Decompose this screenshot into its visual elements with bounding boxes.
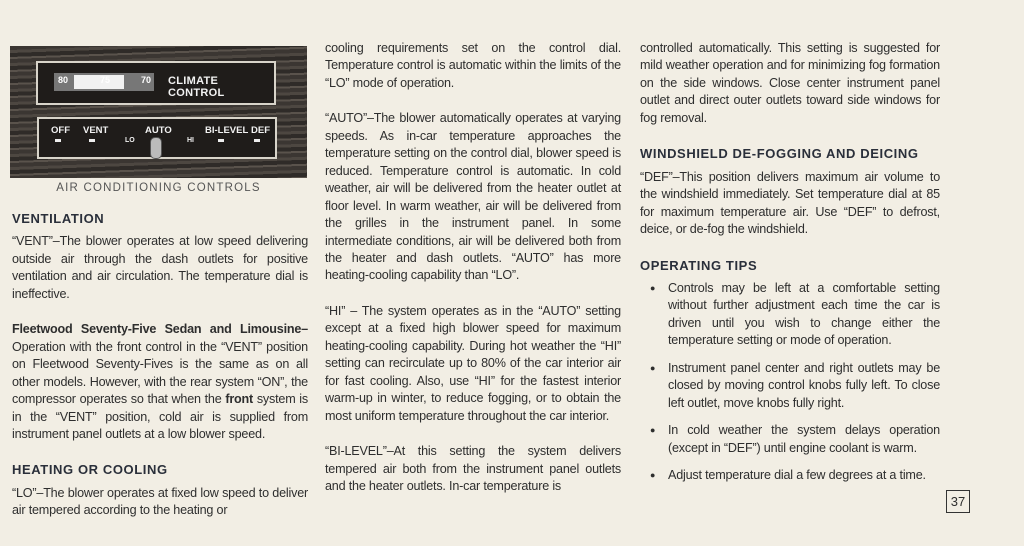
dial-value: 70: [141, 75, 152, 85]
mode-knob: [150, 137, 162, 159]
text-run: Controls may be left at a comfortable setting without further adjustment each time the car is driven until you wish to change either the temperature setting or mode of operation.: [668, 280, 940, 348]
text-run: system is in the “VENT” position, cold air is supplied from instrument panel outlets at a low blower speed.: [12, 392, 308, 441]
column-3: [640, 40, 940, 495]
text-run: In cold weather the system delays operation (except in “DEF”) until engine coolant is warm.: [668, 423, 940, 455]
mode-label: VENT: [83, 125, 109, 136]
text-run: controlled automatically. This setting is suggested for mild weather operation and for minimizing fog formation on the side windows. Close center instrument panel outlet and direct outer outlets toward side windows for fog removal.: [640, 41, 940, 125]
paragraph: [12, 321, 308, 443]
section-heading: WINDSHIELD DE-FOGGING AND DEICING: [640, 146, 919, 162]
text-run: “BI-LEVEL”–At this setting the system delivers tempered air both from the instrument panel outlets and the heater outlets. In-car temperature is: [325, 444, 621, 493]
section-heading: OPERATING TIPS: [640, 257, 758, 273]
text-run: “VENT”–The blower operates at low speed delivering outside air through the dash outlets for positive ventilation and air circulation. The temperature dial is ineffective.: [12, 234, 308, 301]
mode-panel: [37, 117, 277, 159]
climate-control-photo: [10, 46, 307, 178]
column-1: [12, 210, 308, 538]
mode-label: BI-LEVEL: [205, 125, 249, 136]
mode-label: HI: [187, 137, 194, 144]
text-run: “AUTO”–The blower automatically operates at varying speeds. As in-car temperature approaches the temperature setting on the control dial, blower speed is reduced. Temperature control is automatic. In cold weather, air will be delivered from the heater outlet at floor level. In warm weather, air will be delivered from the grilles in the instrument panel. In some intermediate conditions, air will be delivered both from the heater and dash outlets. “AUTO” has more heating-cooling capability than “LO”.: [325, 111, 621, 283]
text-run: Instrument panel center and right outlets may be closed by moving control knobs fully left. To close left outlet, move knobs fully right.: [668, 360, 940, 410]
paragraph: [325, 443, 621, 495]
climate-control-label: CLIMATE CONTROL: [168, 75, 225, 99]
bold-text: Fleetwood Seventy-Five Sedan and Limousine–: [12, 322, 308, 337]
paragraph: [640, 169, 940, 239]
text-run: “LO”–The blower operates at fixed low speed to deliver air tempered according to the heating or: [12, 485, 308, 518]
bullet-item: [640, 360, 940, 412]
column-2: [325, 40, 621, 513]
bold-text: front: [225, 392, 254, 407]
text-run: Adjust temperature dial a few degrees at a time.: [668, 468, 926, 483]
mode-label: DEF: [251, 125, 270, 136]
paragraph: [325, 110, 621, 285]
text-run: cooling requirements set on the control dial. Temperature control is automatic within the limits of the “LO” mode of operation.: [325, 41, 621, 90]
paragraph: [12, 485, 308, 520]
bullet-item: [640, 280, 940, 350]
page-number: 37: [946, 490, 970, 513]
section-heading: VENTILATION: [12, 211, 105, 226]
bullet-item: [640, 422, 940, 457]
paragraph: [12, 233, 308, 303]
mode-label: AUTO: [145, 125, 172, 136]
text-run: “HI” – The system operates as in the “AUTO” setting except at a fixed high blower speed for maximum heating-cooling capability. During hot weather the “HI” setting can recirculate up to 80% of the car interior air for fast cooling. Also, use “HI” for the fastest interior warm-up in winter, to reduce fogging, or to obtain the most uniform temperature throughout the car interior.: [325, 303, 621, 423]
bullet-item: [640, 467, 940, 484]
dial-value: 75: [100, 75, 111, 85]
paragraph: [325, 303, 621, 425]
paragraph: [640, 40, 940, 127]
mode-label: LO: [125, 137, 135, 144]
text-run: “DEF”–This position delivers maximum air volume to the windshield immediately. Set temperature dial at 85 for maximum temperature air. Use “DEF” to defrost, deice, or de-fog the windshield.: [640, 169, 940, 237]
mode-label: OFF: [51, 125, 70, 136]
paragraph: [325, 40, 621, 92]
dial-value: 80: [58, 75, 69, 85]
temperature-panel: [36, 61, 276, 105]
text-run: Operation with the front control in the “VENT” position on Fleetwood Seventy-Fives is the same as on all other models. However, with the rear system “ON”, the compressor operates so that when the: [12, 339, 308, 407]
figure-caption: AIR CONDITIONING CONTROLS: [56, 182, 261, 194]
section-heading: HEATING OR COOLING: [12, 462, 168, 478]
